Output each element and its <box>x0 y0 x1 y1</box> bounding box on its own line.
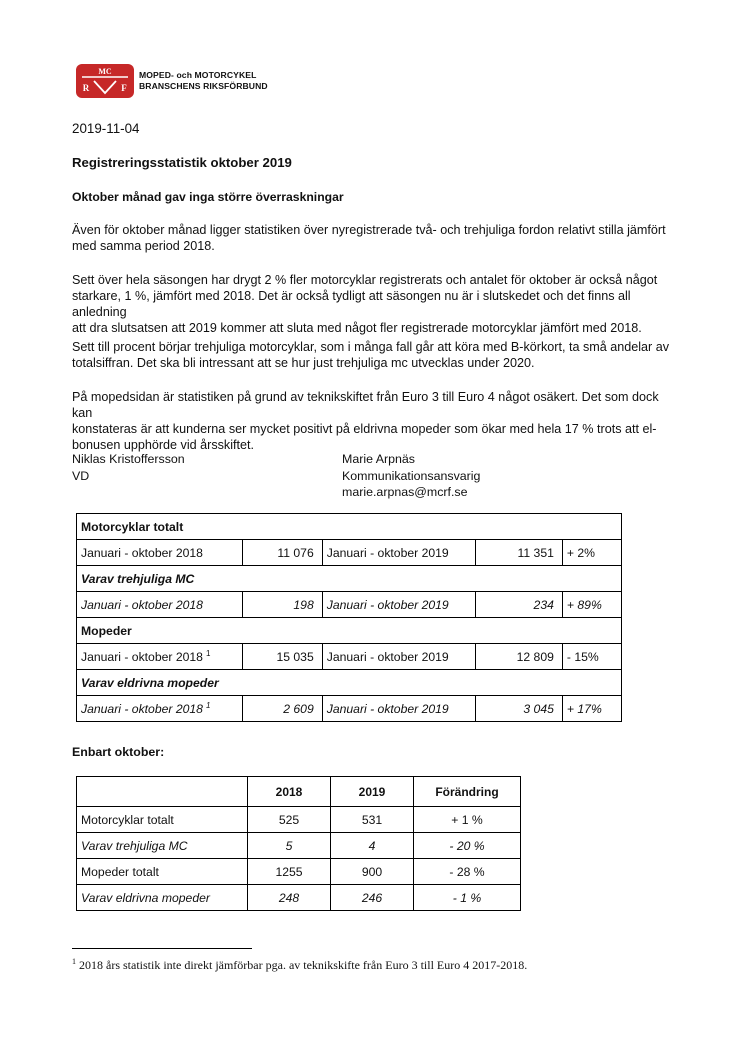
cell-change <box>562 540 621 566</box>
paragraph-line: att dra slutsatsen att 2019 kommer att sluta med något fler registrerade motorcyklar jämfört med 2018. <box>72 321 642 335</box>
cell-v2019: 531 <box>331 807 414 833</box>
table-section-header <box>77 566 622 592</box>
cell-label: Mopeder totalt <box>77 859 248 885</box>
cell-text: 2 609 <box>283 701 314 716</box>
cell-change: + 1 % <box>414 807 521 833</box>
cell-text: 3 045 <box>523 701 554 716</box>
table-row <box>77 540 622 566</box>
cell-v2018: 5 <box>248 833 331 859</box>
table-row <box>77 696 622 722</box>
cell-label: Varav eldrivna mopeder <box>77 885 248 911</box>
cell-v2018: 1255 <box>248 859 331 885</box>
cell-label-b <box>322 696 475 722</box>
signature-role: VD <box>72 468 90 483</box>
cell-text: 11 351 <box>517 545 554 560</box>
column-header: 2018 <box>248 777 331 807</box>
svg-text:MC: MC <box>98 67 112 76</box>
cell-text: Januari - oktober 2019 <box>326 649 449 664</box>
cell-text: 12 809 <box>516 649 554 664</box>
cell-text: Januari - oktober 2018 <box>81 545 203 560</box>
paragraph-line: Även för oktober månad ligger statistiken över nyregistrerade två- och trehjuliga fordon relativt stilla jämfört <box>72 223 666 237</box>
paragraph-line: Sett till procent börjar trehjuliga motorcyklar, som i många fall går att köra med B-körkort, ta små andelar av <box>72 340 670 354</box>
signature-name: Niklas Kristoffersson <box>72 452 185 466</box>
cell-text: 11 076 <box>277 545 314 560</box>
cell-val-b <box>475 696 562 722</box>
paragraph-line: totalsiffran. Det ska bli intressant att se hur just trehjuliga mc utvecklas under 2020. <box>72 356 535 370</box>
paragraph <box>72 389 672 453</box>
cell-v2019: 246 <box>331 885 414 911</box>
section-heading: Mopeder <box>77 618 622 644</box>
paragraph-line: Sett över hela säsongen har drygt 2 % fler motorcyklar registrerats och antalet för oktober är också något <box>72 273 658 287</box>
table-section-header <box>77 514 622 540</box>
cell-v2018: 248 <box>248 885 331 911</box>
signature-email: marie.arpnas@mcrf.se <box>342 485 468 499</box>
document-date: 2019-11-04 <box>72 121 140 136</box>
cell-label-b <box>322 644 475 670</box>
section-title: Enbart oktober: <box>72 745 165 759</box>
cell-val-a <box>243 696 323 722</box>
paragraph <box>72 222 672 254</box>
paragraph-line: På mopedsidan är statistiken på grund av teknikskiftet från Euro 3 till Euro 4 något osäkert. Det som dock kan <box>72 390 659 420</box>
cell-change <box>562 644 621 670</box>
footnote-ref: 1 <box>205 700 211 710</box>
table-header-row <box>77 777 521 807</box>
cell-label-b <box>322 540 475 566</box>
footnote-divider <box>72 948 252 949</box>
footnote-mark: 1 <box>72 957 76 966</box>
signature-name: Marie Arpnäs <box>342 452 416 466</box>
paragraph <box>72 272 672 336</box>
cell-text: Januari - oktober 2019 <box>326 597 449 612</box>
cell-text: 15 035 <box>276 649 314 664</box>
cell-change <box>562 592 621 618</box>
footnote <box>72 957 527 973</box>
org-name <box>139 70 268 92</box>
table-row <box>77 807 521 833</box>
cell-text: Januari - oktober 2018 <box>81 702 203 717</box>
season-stats-table <box>76 513 622 722</box>
cell-change: - 28 % <box>414 859 521 885</box>
svg-text:F: F <box>121 83 127 93</box>
cell-v2019: 900 <box>331 859 414 885</box>
cell-label-a <box>77 696 243 722</box>
cell-label-a <box>77 540 243 566</box>
cell-label: Varav trehjuliga MC <box>77 833 248 859</box>
document-subtitle: Oktober månad gav inga större överraskningar <box>72 190 344 204</box>
cell-label-a <box>77 644 243 670</box>
cell-text: Januari - oktober 2019 <box>326 545 449 560</box>
cell-text: Januari - oktober 2019 <box>326 701 449 716</box>
cell-v2019: 4 <box>331 833 414 859</box>
svg-text:R: R <box>82 83 90 93</box>
logo <box>76 64 134 98</box>
signature-role: Kommunikationsansvarig <box>342 468 481 483</box>
cell-change <box>562 696 621 722</box>
column-header: 2019 <box>331 777 414 807</box>
section-heading: Varav trehjuliga MC <box>77 566 622 592</box>
column-header <box>77 777 248 807</box>
section-heading: Motorcyklar totalt <box>77 514 622 540</box>
footnote-ref: 1 <box>205 648 211 658</box>
signature-left <box>72 451 185 484</box>
table-section-header <box>77 618 622 644</box>
paragraph-line: konstateras är att kunderna ser mycket positivt på eldrivna mopeder som ökar med hela 17 % trots att el- <box>72 422 657 436</box>
cell-val-b <box>475 644 562 670</box>
table-section-header <box>77 670 622 696</box>
october-stats-table <box>76 776 521 911</box>
cell-change: - 20 % <box>414 833 521 859</box>
cell-text: 234 <box>533 597 554 612</box>
section-heading: Varav eldrivna mopeder <box>77 670 622 696</box>
cell-text: - 15% <box>566 649 599 664</box>
paragraph-line: med samma period 2018. <box>72 239 215 253</box>
cell-text: + 89% <box>566 597 602 612</box>
cell-text: + 2% <box>566 545 596 560</box>
cell-text: + 17% <box>566 701 602 716</box>
mcrf-logo-icon <box>76 64 134 98</box>
cell-change: - 1 % <box>414 885 521 911</box>
cell-val-b <box>475 592 562 618</box>
cell-text: Januari - oktober 2018 <box>81 650 203 665</box>
cell-text: 198 <box>293 597 314 612</box>
cell-val-b <box>475 540 562 566</box>
table-row <box>77 833 521 859</box>
paragraph <box>72 339 672 371</box>
org-name-line2: BRANSCHENS RIKSFÖRBUND <box>139 81 268 91</box>
table-row <box>77 592 622 618</box>
table-row <box>77 885 521 911</box>
org-name-line1: MOPED- och MOTORCYKEL <box>139 70 257 80</box>
footnote-text: 2018 års statistik inte direkt jämförbar pga. av teknikskifte från Euro 3 till Euro 4 2017-2018. <box>79 958 528 972</box>
cell-label-b <box>322 592 475 618</box>
table-row <box>77 644 622 670</box>
cell-label-a <box>77 592 243 618</box>
signature-right <box>342 451 480 501</box>
cell-val-a <box>243 592 323 618</box>
cell-v2018: 525 <box>248 807 331 833</box>
document-title: Registreringsstatistik oktober 2019 <box>72 155 292 170</box>
cell-val-a <box>243 644 323 670</box>
table-row <box>77 859 521 885</box>
cell-label: Motorcyklar totalt <box>77 807 248 833</box>
column-header: Förändring <box>414 777 521 807</box>
cell-val-a <box>243 540 323 566</box>
paragraph-line: bonusen upphörde vid årsskiftet. <box>72 438 255 452</box>
cell-text: Januari - oktober 2018 <box>81 597 203 612</box>
paragraph-line: starkare, 1 %, jämfört med 2018. Det är också tydligt att säsongen nu är i slutskedet och det finns all anledning <box>72 289 631 319</box>
